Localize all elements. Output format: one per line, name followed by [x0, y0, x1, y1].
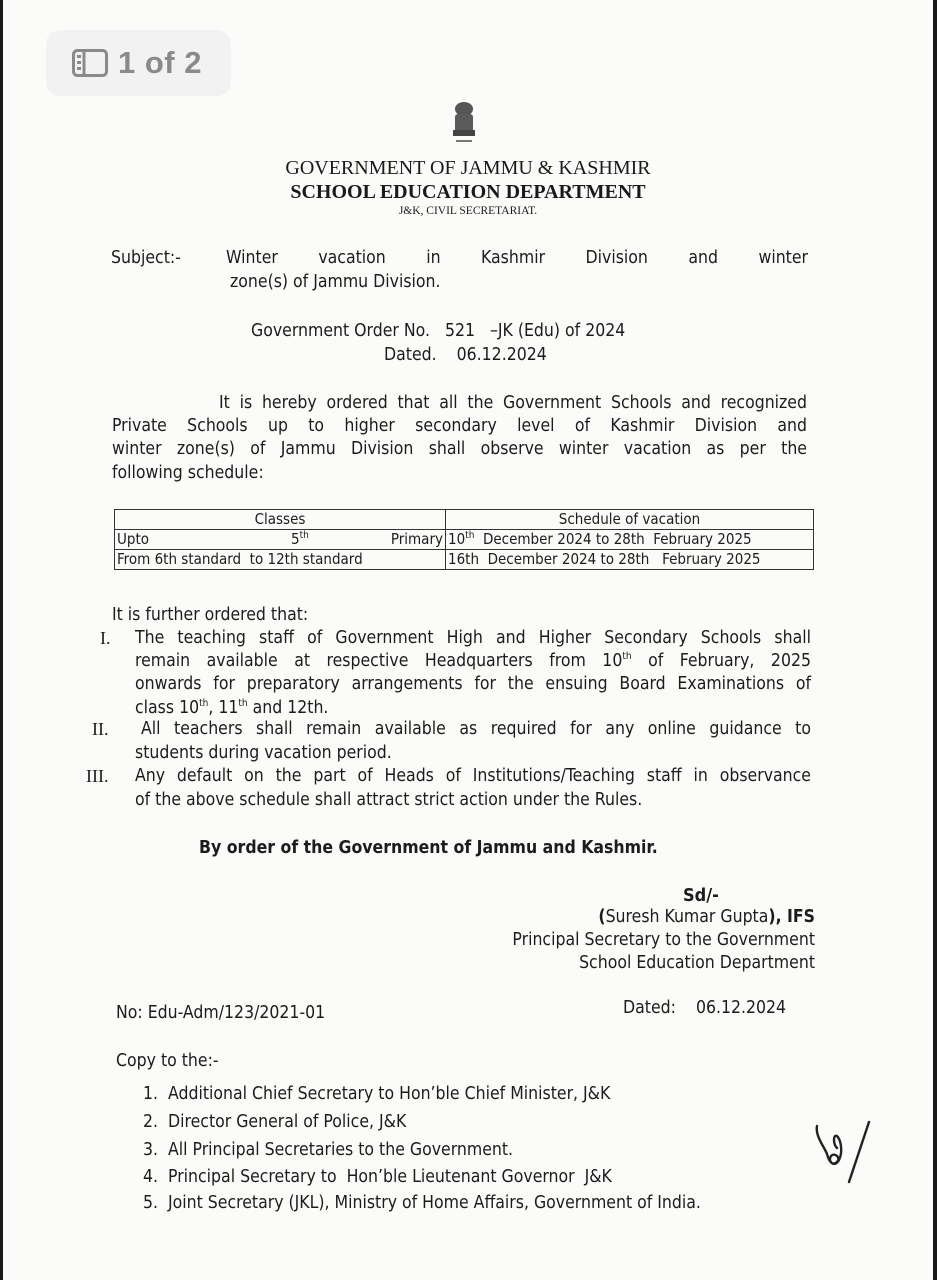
item-3-line-1: Any default on the part of Heads of Institutions/Teaching staff in observance — [135, 766, 811, 786]
letterhead-department: SCHOOL EDUCATION DEPARTMENT — [290, 181, 646, 203]
signatory-title-2: School Education Department — [579, 953, 815, 973]
table-header-row — [115, 510, 814, 530]
signature-sd: Sd/- — [683, 885, 719, 906]
intro-line-3: winter zone(s) of Jammu Division shall observe winter vacation as per the — [112, 439, 807, 459]
signatory-title-1: Principal Secretary to the Government — [512, 930, 815, 950]
item-3-line-2: of the above schedule shall attract strict action under the Rules. — [135, 790, 643, 810]
copy-to-heading: Copy to the:- — [116, 1051, 219, 1071]
item-2-line-1: All teachers shall remain available as required for any online guidance to — [141, 719, 811, 739]
letterhead-secretariat: J&K, CIVIL SECRETARIAT. — [398, 205, 538, 217]
letterhead-government: GOVERNMENT OF JAMMU & KASHMIR — [285, 157, 651, 179]
item-1-line-4: class 10th, 11th and 12th. — [135, 698, 329, 718]
order-date: Dated. 06.12.2024 — [384, 345, 547, 365]
table-row — [115, 550, 814, 570]
further-heading: It is further ordered that: — [112, 605, 309, 625]
order-number: Government Order No. 521 –JK (Edu) of 2024 — [251, 321, 626, 341]
page-indicator-text: 1 of 2 — [118, 45, 202, 80]
copy-to-item: 5. Joint Secretary (JKL), Ministry of Home Affairs, Government of India. — [143, 1193, 701, 1213]
item-2-numeral: II. — [92, 719, 109, 739]
reference-number: No: Edu-Adm/123/2021-01 — [116, 1003, 326, 1023]
national-emblem-icon — [447, 100, 481, 146]
vacation-schedule-table — [114, 509, 814, 570]
intro-line-1: It is hereby ordered that all the Government Schools and recognized — [219, 393, 807, 413]
sidebar-panel-icon[interactable] — [72, 49, 108, 77]
intro-line-4: following schedule: — [112, 463, 264, 483]
document-page — [3, 0, 933, 1280]
subject-line-2: zone(s) of Jammu Division. — [230, 272, 441, 292]
header-schedule: Schedule of vacation — [446, 510, 814, 530]
item-1-line-1: The teaching staff of Government High and Higher Secondary Schools shall — [135, 628, 811, 648]
copy-to-item: 2. Director General of Police, J&K — [143, 1112, 407, 1132]
subject-label: Subject:- — [111, 248, 181, 268]
closing-line: By order of the Government of Jammu and Kashmir. — [199, 838, 658, 858]
copy-to-item: 1. Additional Chief Secretary to Hon’ble Chief Minister, J&K — [143, 1084, 611, 1104]
signatory-name: (Suresh Kumar Gupta), IFS — [598, 907, 815, 927]
item-2-line-2: students during vacation period. — [135, 743, 392, 763]
item-1-line-3: onwards for preparatory arrangements for the ensuing Board Examinations of — [135, 674, 811, 694]
item-1-line-2: remain available at respective Headquarters from 10th of February, 2025 — [135, 651, 811, 671]
schedule-cell: 16th December 2024 to 28th February 2025 — [446, 550, 814, 570]
page-indicator-badge[interactable] — [46, 30, 231, 96]
copy-to-item: 3. All Principal Secretaries to the Government. — [143, 1140, 514, 1160]
copy-to-item: 4. Principal Secretary to Hon’ble Lieutenant Governor J&K — [143, 1167, 612, 1187]
header-classes: Classes — [115, 510, 446, 530]
schedule-cell: 10th December 2024 to 28th February 2025 — [446, 530, 814, 550]
item-3-numeral: III. — [86, 766, 109, 786]
subject-line-1: Winter vacation in Kashmir Division and winter — [226, 248, 808, 268]
classes-cell: Upto 5th Primary — [115, 530, 446, 550]
reference-date: Dated: 06.12.2024 — [623, 998, 787, 1018]
item-1-numeral: I. — [100, 628, 111, 648]
table-row — [115, 530, 814, 550]
intro-line-2: Private Schools up to higher secondary level of Kashmir Division and — [112, 416, 807, 436]
handwritten-initials-icon — [811, 1118, 873, 1188]
classes-cell: From 6th standard to 12th standard — [115, 550, 446, 570]
